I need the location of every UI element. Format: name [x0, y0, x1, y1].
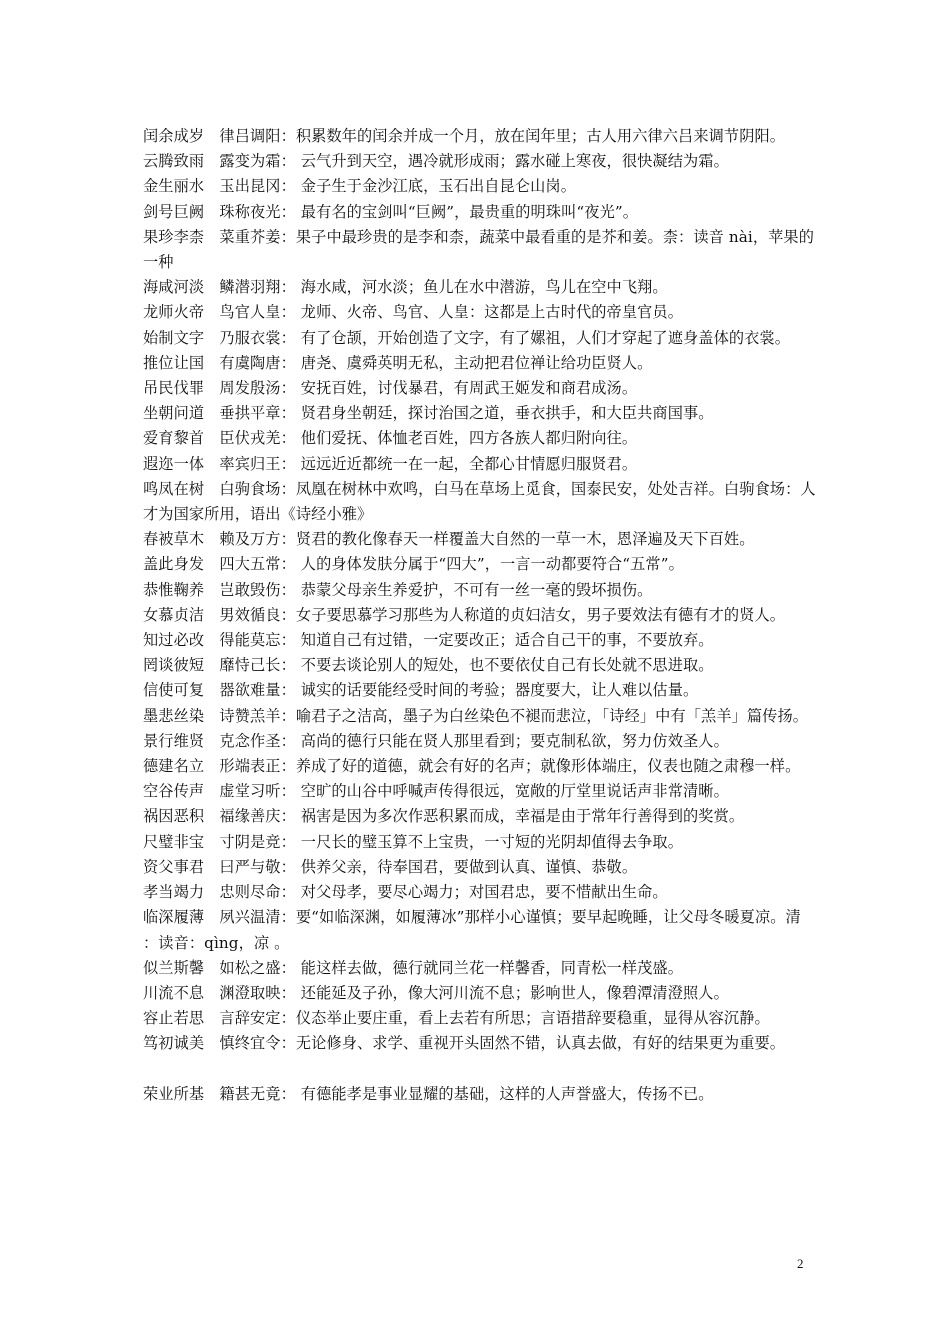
entry-22: 墨悲丝染 诗赞羔羊：喻君子之洁高，墨子为白丝染色不褪而悲泣，「诗经」中有「羔羊」篇传扬。 — [143, 706, 809, 725]
page-number: 2 — [797, 1256, 804, 1271]
entry-33: 容止若思 言辞安定：仪态举止要庄重，看上去若有所思；言语措辞要稳重，显得从容沉静。 — [143, 1009, 770, 1028]
entry-8: 始制文字 乃服衣裳： 有了仓颉，开始创造了文字，有了嫘祖，人们才穿起了遮身盖体的衣裳。 — [143, 328, 791, 347]
entry-17: 恭惟鞠养 岂敢毁伤： 恭蒙父母亲生养爱护，不可有一丝一毫的毁坏损伤。 — [143, 580, 653, 599]
text-body — [143, 124, 819, 1107]
entry-28: 资父事君 曰严与敬： 供养父亲，待奉国君，要做到认真、谨慎、恭敬。 — [143, 857, 638, 876]
entry-5: 果珍李柰 菜重芥姜：果子中最珍贵的是李和柰，蔬菜中最看重的是芥和姜。柰：读音 nài，苹果的一种 — [143, 227, 814, 272]
entry-12: 爱育黎首 臣伏戎羌： 他们爱抚、体恤老百姓，四方各族人都归附向往。 — [143, 429, 638, 448]
entry-24: 德建名立 形端表正：养成了好的道德，就会有好的名声；就像形体端庄，仪表也随之肃穆一样。 — [143, 757, 801, 776]
entry-20: 罔谈彼短 靡恃己长： 不要去谈论别人的短处，也不要依仗自己有长处就不思进取。 — [143, 656, 714, 675]
entry-34: 笃初诚美 慎终宜令：无论修身、求学、重视开头固然不错，认真去做，有好的结果更为重要。 — [143, 1034, 786, 1053]
entry-31: 似兰斯馨 如松之盛： 能这样去做，德行就同兰花一样馨香，同青松一样茂盛。 — [143, 958, 683, 977]
entry-25: 空谷传声 虚堂习听： 空旷的山谷中呼喊声传得很远，宽敞的厅堂里说话声非常清晰。 — [143, 782, 729, 801]
entry-16: 盖此身发 四大五常： 人的身体发肤分属于“四大”，一言一动都要符合“五常”。 — [143, 555, 684, 574]
entry-9: 推位让国 有虞陶唐： 唐尧、虞舜英明无私，主动把君位禅让给功臣贤人。 — [143, 353, 653, 372]
entry-15: 春被草木 赖及万方：贤君的教化像春天一样覆盖大自然的一草一木，恩泽遍及天下百姓。 — [143, 530, 755, 549]
entry-11: 坐朝问道 垂拱平章： 贤君身坐朝廷，探讨治国之道，垂衣拱手，和大臣共商国事。 — [143, 404, 714, 423]
entry-2: 云腾致雨 露变为霜： 云气升到天空，遇冷就形成雨；露水碰上寒夜，很快凝结为霜。 — [143, 152, 729, 171]
entry-3: 金生丽水 玉出昆冈： 金子生于金沙江底，玉石出自昆仑山岗。 — [143, 177, 576, 196]
entry-7: 龙师火帝 鸟官人皇： 龙师、火帝、鸟官、人皇：这都是上古时代的帝皇官员。 — [143, 303, 683, 322]
entry-1: 闰余成岁 律吕调阳：积累数年的闰余并成一个月，放在闰年里；古人用六律六吕来调节阴阳。 — [143, 127, 786, 145]
entry-29: 孝当竭力 忠则尽命： 对父母孝，要尽心竭力；对国君忠，要不惜献出生命。 — [143, 883, 668, 902]
entry-23: 景行维贤 克念作圣： 高尚的德行只能在贤人那里看到；要克制私欲，努力仿效圣人。 — [143, 731, 729, 750]
entry-13: 遐迩一体 率宾归王： 远远近近都统一在一起，全都心甘情愿归服贤君。 — [143, 454, 638, 473]
entry-35: 荣业所基 籍甚无竟： 有德能孝是事业显耀的基础，这样的人声誉盛大，传扬不已。 — [143, 1084, 714, 1103]
entry-14: 鸣凤在树 白驹食场：凤凰在树林中欢鸣，白马在草场上觅食，国泰民安，处处吉祥。白驹食场：人才为国家所用，语出《诗经小雅》 — [143, 479, 816, 524]
entry-6: 海咸河淡 鳞潜羽翔： 海水咸，河水淡；鱼儿在水中潜游，鸟儿在空中飞翔。 — [143, 278, 668, 297]
entry-10: 吊民伐罪 周发殷汤： 安抚百姓，讨伐暴君，有周武王姬发和商君成汤。 — [143, 379, 638, 398]
entry-18: 女慕贞洁 男效循良：女子要思慕学习那些为人称道的贞妇洁女，男子要效法有德有才的贤人。 — [143, 605, 786, 624]
entry-30: 临深履薄 夙兴温清：要“如临深渊，如履薄冰”那样小心谨慎；要早起晚睡，让父母冬暖夏凉。清 ：读音：qìng，凉 。 — [143, 908, 801, 952]
entry-32: 川流不息 渊澄取映： 还能延及子孙，像大河川流不息；影响世人，像碧潭清澄照人。 — [143, 983, 729, 1002]
entry-4: 剑号巨阙 珠称夜光： 最有名的宝剑叫“巨阙”，最贵重的明珠叫“夜光”。 — [143, 202, 639, 221]
entry-26: 祸因恶积 福缘善庆： 祸害是因为多次作恶积累而成，幸福是由于常年行善得到的奖赏。 — [143, 807, 745, 826]
entry-19: 知过必改 得能莫忘： 知道自己有过错，一定要改正；适合自己干的事，不要放弃。 — [143, 631, 714, 650]
entry-27: 尺璧非宝 寸阴是竞： 一尺长的璧玉算不上宝贵，一寸短的光阴却值得去争取。 — [143, 832, 683, 851]
entry-21: 信使可复 器欲难量： 诚实的话要能经受时间的考验；器度要大，让人难以估量。 — [143, 681, 699, 700]
